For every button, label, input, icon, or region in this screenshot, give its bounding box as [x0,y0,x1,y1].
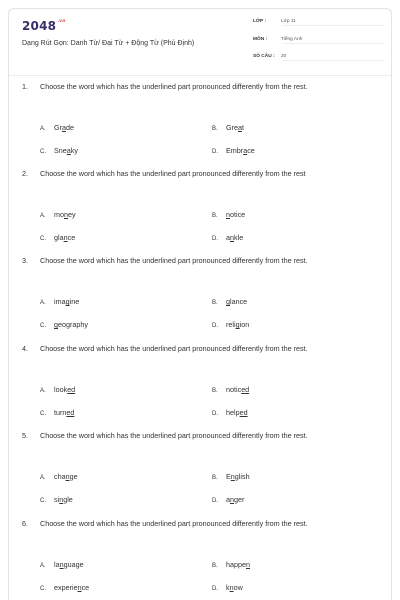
option-word-end: ge [69,472,78,481]
answer-option-a[interactable] [40,472,78,481]
option-letter: C. [40,586,46,592]
option-underlined-part: g [54,320,58,329]
option-word-start: turn [54,408,67,417]
option-word-end: otice [230,210,246,219]
answer-option-d[interactable] [212,146,255,155]
option-underlined-part: a [66,146,71,155]
answer-option-c[interactable] [40,146,78,155]
answer-option-a[interactable] [40,297,79,306]
option-underlined-part: n [77,583,82,592]
option-word-end: eography [58,320,88,329]
option-word-end: ky [70,146,78,155]
answer-option-a[interactable] [40,560,84,569]
worksheet [8,8,392,600]
option-letter: C. [40,411,46,417]
meta-class: LỚP : Lớp 11 [253,19,385,24]
option-letter: B. [212,563,218,569]
option-word-end: t [241,123,244,132]
option-word-end: ce [247,146,255,155]
worksheet-title: Dạng Rút Gọn: Danh Từ/ Đại Từ + Động Từ (Phủ Định) [22,40,195,47]
question-text: Choose the word which has the underlined part pronounced differently from the rest. [40,82,308,91]
option-word-end: kle [234,233,244,242]
option-letter: A. [40,563,46,569]
answer-option-b[interactable] [212,385,249,394]
option-letter: B. [212,126,218,132]
option-letter: A. [40,300,46,306]
meta-question-count: SỐ CÂU : 20 [253,54,385,59]
question-number: 1. [22,82,28,91]
option-word-end: gle [63,495,73,504]
question-number: 6. [22,519,28,528]
site-logo[interactable]: $2048^{.vn}$ [22,19,66,33]
option-word-end: ce [81,583,90,592]
answer-option-d[interactable] [212,408,248,417]
answer-option-a[interactable] [40,123,74,132]
option-underlined-part: ed [239,408,248,417]
question-text: Choose the word which has the underlined part pronounced differently from the rest. [40,431,308,440]
option-underlined-part: n [246,560,250,569]
answer-option-b[interactable] [212,560,250,569]
option-letter: D. [212,586,218,592]
option-word-start: k [226,583,230,592]
option-underlined-part: ed [66,408,75,417]
option-word-start: cha [54,472,66,481]
option-underlined-part: g [235,320,240,329]
option-word-start: help [226,408,240,417]
option-underlined-part: n [59,560,64,569]
option-underlined-part: g [65,297,70,306]
answer-option-d[interactable] [212,320,249,329]
option-word-end: ion [239,320,250,329]
option-underlined-part: n [229,583,234,592]
answer-option-c[interactable] [40,408,74,417]
option-underlined-part: a [61,123,66,132]
option-underlined-part: ed [241,385,250,394]
option-letter: A. [40,388,46,394]
header-divider [9,75,391,76]
option-letter: B. [212,300,218,306]
question-text: Choose the word which has the underlined part pronounced differently from the rest [40,169,306,178]
option-word-start: E [226,472,231,481]
worksheet-header [9,9,393,75]
option-word-end: ey [68,210,76,219]
answer-option-c[interactable] [40,320,88,329]
option-word-start: happe [226,560,246,569]
answer-option-d[interactable] [212,233,243,242]
option-letter: A. [40,213,46,219]
answer-option-b[interactable] [212,297,247,306]
option-underlined-part: n [230,233,234,242]
option-word-start: ima [54,297,66,306]
option-letter: C. [40,236,46,242]
question-number: 4. [22,344,28,353]
meta-subject: MÔN : Tiếng Anh [253,37,385,42]
option-letter: C. [40,149,46,155]
option-letter: B. [212,475,218,481]
option-underlined-part: n [65,472,70,481]
option-letter: D. [212,236,218,242]
answer-option-b[interactable] [212,123,244,132]
option-letter: D. [212,411,218,417]
option-word-start: la [54,560,60,569]
answer-option-a[interactable] [40,385,75,394]
option-letter: D. [212,323,218,329]
answer-option-d[interactable] [212,583,243,592]
option-word-start: gla [54,233,64,242]
answer-option-a[interactable] [40,210,76,219]
option-word-start: si [54,495,60,504]
answer-option-b[interactable] [212,472,250,481]
option-word-start: experie [54,583,78,592]
option-word-start: notic [226,385,242,394]
question-text: Choose the word which has the underlined part pronounced differently from the rest. [40,256,308,265]
option-word-start: Gr [54,123,62,132]
option-underlined-part: g [226,297,230,306]
option-word-end: lance [230,297,248,306]
answer-option-d[interactable] [212,495,244,504]
option-underlined-part: a [237,123,242,132]
answer-option-c[interactable] [40,233,75,242]
option-letter: D. [212,498,218,504]
option-word-start: a [226,233,230,242]
option-word-start: Sne [54,146,67,155]
option-letter: C. [40,498,46,504]
option-word-start: mo [54,210,64,219]
option-word-start: reli [226,320,236,329]
question-number: 3. [22,256,28,265]
option-word-start: look [54,385,68,394]
option-underlined-part: n [226,210,230,219]
option-underlined-part: n [230,495,234,504]
option-word-end: ce [67,233,76,242]
answer-option-c[interactable] [40,495,73,504]
option-letter: B. [212,388,218,394]
answer-option-b[interactable] [212,210,245,219]
option-word-end: de [65,123,74,132]
option-underlined-part: n [230,472,235,481]
option-letter: A. [40,475,46,481]
option-word-start: Gre [226,123,238,132]
question-number: 2. [22,169,28,178]
option-letter: B. [212,213,218,219]
option-underlined-part: ed [67,385,76,394]
option-word-start: a [226,495,230,504]
option-letter: A. [40,126,46,132]
option-underlined-part: a [243,146,248,155]
option-letter: C. [40,323,46,329]
option-word-end: glish [234,472,250,481]
option-word-end: ine [69,297,80,306]
question-text: Choose the word which has the underlined part pronounced differently from the rest. [40,519,308,528]
option-word-end: ger [234,495,245,504]
option-word-end: guage [63,560,84,569]
option-underlined-part: n [63,233,68,242]
option-word-start: Embr [226,146,244,155]
option-word-end: ow [233,583,243,592]
option-underlined-part: n [59,495,64,504]
question-text: Choose the word which has the underlined part pronounced differently from the rest. [40,344,308,353]
option-underlined-part: n [64,210,68,219]
answer-option-c[interactable] [40,583,89,592]
question-number: 5. [22,431,28,440]
option-letter: D. [212,149,218,155]
